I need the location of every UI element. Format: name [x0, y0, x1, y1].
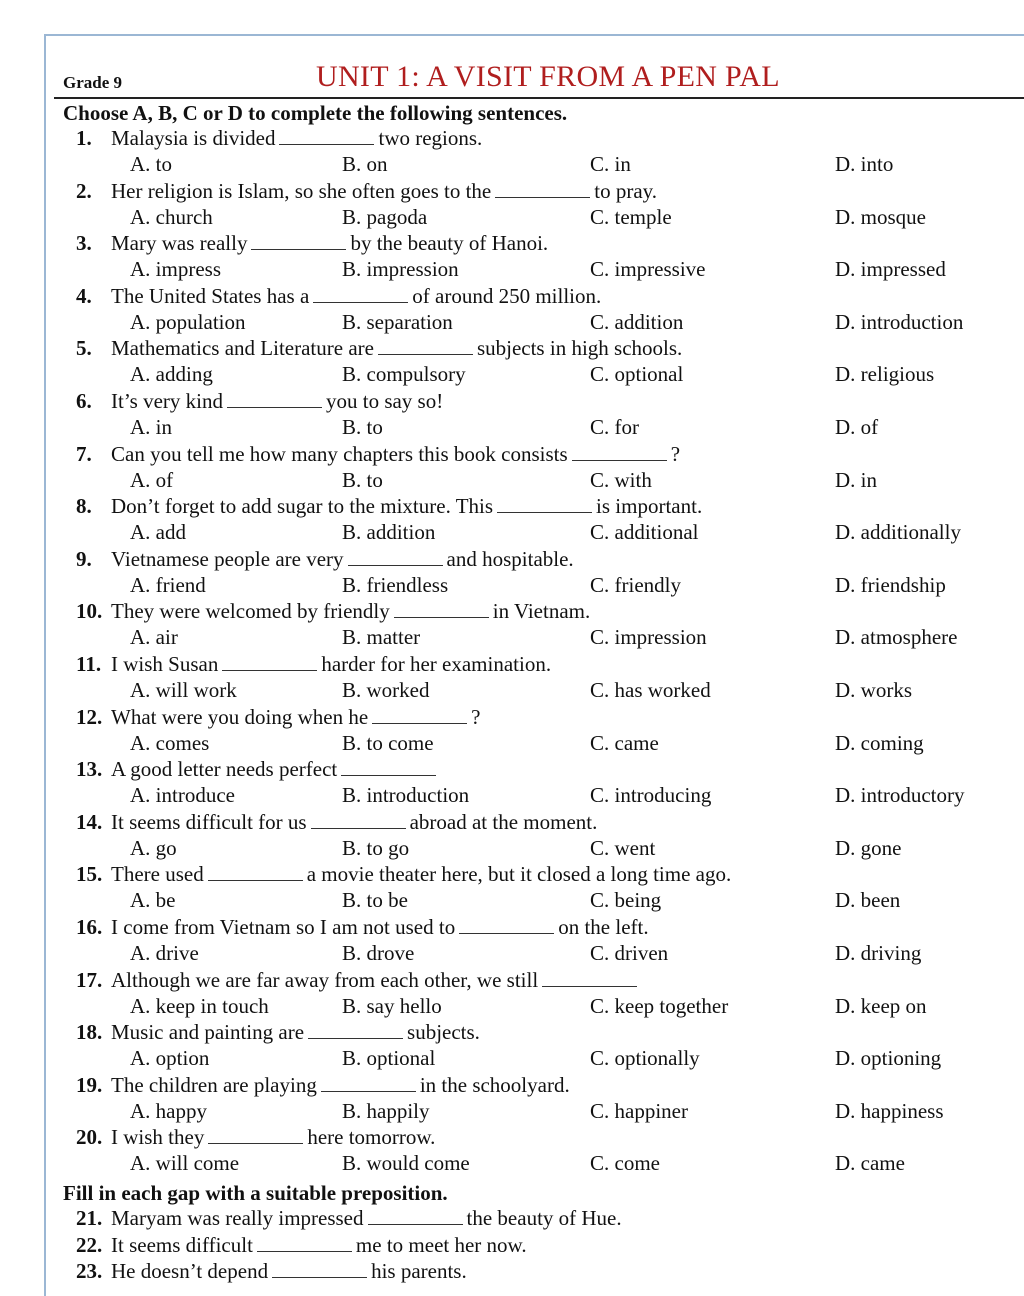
answer-option: B. impression	[342, 257, 459, 282]
question-number: 6.	[76, 388, 92, 413]
answer-option: B. to go	[342, 835, 410, 860]
question-number: 11.	[76, 651, 102, 676]
question-number: 8.	[76, 494, 92, 519]
question-text-after: subjects in high schools.	[476, 336, 683, 361]
question-text-before: It seems difficult	[111, 1232, 253, 1257]
answer-option: C. for	[590, 414, 639, 439]
question-text-after: in the schoolyard.	[419, 1072, 570, 1097]
answer-option: B. drove	[342, 940, 415, 965]
question-text	[111, 599, 590, 624]
question-text	[111, 1020, 480, 1045]
question-number: 15.	[76, 862, 103, 887]
answer-option: B. matter	[342, 625, 421, 650]
answer-option: A. air	[130, 625, 178, 650]
answer-option: D. of	[835, 414, 879, 439]
answer-option: B. to	[342, 414, 383, 439]
question-text-after: on the left.	[558, 914, 649, 939]
question-number: 21.	[76, 1206, 103, 1230]
question-item	[46, 705, 1024, 758]
answer-option: C. driven	[590, 940, 669, 965]
question-text-before: They were welcomed by friendly	[111, 599, 390, 624]
answer-option: C. temple	[590, 204, 672, 229]
question-number: 10.	[76, 599, 103, 624]
answer-option: B. on	[342, 152, 388, 176]
question-number: 3.	[76, 231, 92, 256]
question-item	[46, 968, 1024, 1021]
answer-option: B. introduction	[342, 783, 470, 808]
question-text-before: He doesn’t depend	[111, 1259, 269, 1283]
question-text-before: Mathematics and Literature are	[111, 336, 374, 361]
question-text	[111, 1259, 467, 1284]
question-text-after: a movie theater here, but it closed a long time ago.	[306, 862, 732, 887]
answer-option: D. religious	[835, 362, 935, 387]
answer-option: A. go	[130, 835, 177, 860]
grade-label: Grade 9	[63, 73, 123, 92]
answer-option: D. introduction	[835, 309, 964, 334]
question-text-before: Although we are far away from each other, we still	[111, 967, 539, 992]
answer-blank	[227, 389, 322, 408]
answer-option: A. will come	[130, 1151, 240, 1176]
question-text-before: Maryam was really impressed	[111, 1206, 364, 1230]
answer-blank	[313, 284, 408, 303]
question-text	[111, 705, 481, 730]
question-text-after: to pray.	[594, 178, 658, 203]
answer-option: A. keep in touch	[130, 993, 269, 1018]
question-text-before: I wish they	[111, 1125, 205, 1150]
section-1-instruction: Choose A, B, C or D to complete the following sentences.	[63, 101, 568, 125]
answer-option: C. came	[590, 730, 659, 755]
question-text-before: Mary was really	[111, 231, 248, 256]
question-item	[46, 757, 1024, 810]
question-text-before: I come from Vietnam so I am not used to	[111, 914, 456, 939]
question-text-before: Vietnamese people are very	[111, 546, 344, 571]
question-number: 13.	[76, 757, 103, 782]
answer-blank	[311, 810, 406, 829]
question-text-before: Her religion is Islam, so she often goes to the	[111, 178, 492, 203]
answer-blank	[279, 126, 374, 145]
question-number: 2.	[76, 178, 92, 203]
answer-option: D. keep on	[835, 993, 927, 1018]
question-item	[46, 126, 1024, 179]
question-text-after: is important.	[596, 494, 703, 519]
question-text-after: abroad at the moment.	[409, 809, 598, 834]
fill-in-item	[46, 1259, 1024, 1286]
question-text-after: of around 250 million.	[412, 283, 602, 308]
answer-option: D. came	[835, 1151, 905, 1176]
answer-blank	[222, 652, 317, 671]
answer-option: B. addition	[342, 520, 436, 545]
question-text	[111, 915, 649, 940]
answer-blank	[208, 1125, 303, 1144]
answer-option: A. comes	[130, 730, 210, 755]
question-text	[111, 547, 574, 572]
answer-option: C. went	[590, 835, 656, 860]
answer-blank	[495, 179, 590, 198]
question-number: 12.	[76, 704, 103, 729]
question-number: 7.	[76, 441, 92, 466]
question-item	[46, 810, 1024, 863]
question-text-before: Don’t forget to add sugar to the mixture. This	[111, 494, 494, 519]
answer-option: A. of	[130, 467, 174, 492]
question-text	[111, 442, 680, 467]
answer-option: C. happiner	[590, 1098, 688, 1123]
question-text-before: It’s very kind	[111, 388, 223, 413]
question-text-after: subjects.	[407, 1020, 480, 1045]
question-text	[111, 284, 601, 309]
header-divider	[54, 97, 1024, 99]
question-item	[46, 862, 1024, 915]
answer-option: D. driving	[835, 940, 922, 965]
answer-option: B. say hello	[342, 993, 442, 1018]
answer-option: D. mosque	[835, 204, 926, 229]
question-item	[46, 1073, 1024, 1126]
answer-option: D. works	[835, 677, 912, 702]
answer-option: B. pagoda	[342, 204, 428, 229]
question-text-before: There used	[111, 862, 204, 887]
answer-option: C. has worked	[590, 677, 711, 702]
question-item	[46, 1125, 1024, 1178]
answer-blank	[372, 705, 467, 724]
question-number: 4.	[76, 283, 92, 308]
question-item	[46, 336, 1024, 389]
answer-option: B. to be	[342, 888, 408, 913]
answer-option: C. keep together	[590, 993, 729, 1018]
question-text	[111, 810, 597, 835]
answer-option: B. separation	[342, 309, 453, 334]
question-number: 14.	[76, 809, 103, 834]
answer-option: D. atmosphere	[835, 625, 958, 650]
answer-option: D. into	[835, 152, 894, 176]
answer-option: B. to	[342, 467, 383, 492]
answer-option: D. impressed	[835, 257, 946, 282]
question-text	[111, 968, 641, 993]
question-text-before: The United States has a	[111, 283, 310, 308]
question-item	[46, 442, 1024, 495]
answer-option: B. optional	[342, 1046, 436, 1071]
answer-option: C. friendly	[590, 572, 681, 597]
question-text	[111, 1233, 527, 1258]
question-number: 9.	[76, 546, 92, 571]
question-text-before: The children are playing	[111, 1072, 317, 1097]
question-text-before: Can you tell me how many chapters this book consists	[111, 441, 568, 466]
answer-blank	[321, 1073, 416, 1092]
question-number: 22.	[76, 1232, 103, 1257]
answer-option: B. compulsory	[342, 362, 466, 387]
answer-option: D. introductory	[835, 783, 965, 808]
question-text-after: the beauty of Hue.	[466, 1206, 622, 1230]
answer-blank	[272, 1259, 367, 1278]
answer-blank	[378, 336, 473, 355]
question-text-before: A good letter needs perfect	[111, 757, 338, 782]
answer-option: B. worked	[342, 677, 430, 702]
question-text-before: It seems difficult for us	[111, 809, 307, 834]
answer-option: D. in	[835, 467, 877, 492]
answer-option: D. coming	[835, 730, 924, 755]
question-text	[111, 126, 482, 151]
answer-option: D. friendship	[835, 572, 946, 597]
answer-option: A. drive	[130, 940, 199, 965]
question-text	[111, 1073, 570, 1098]
answer-blank	[308, 1020, 403, 1039]
answer-option: A. introduce	[130, 783, 235, 808]
answer-option: D. happiness	[835, 1098, 944, 1123]
answer-option: A. friend	[130, 572, 206, 597]
answer-option: A. add	[130, 520, 186, 545]
question-item	[46, 652, 1024, 705]
answer-blank	[348, 547, 443, 566]
answer-option: B. friendless	[342, 572, 449, 597]
answer-option: A. impress	[130, 257, 221, 282]
answer-blank	[572, 442, 667, 461]
answer-blank	[459, 915, 554, 934]
answer-option: A. population	[130, 309, 246, 334]
answer-option: C. with	[590, 467, 652, 492]
answer-option: A. be	[130, 888, 176, 913]
answer-option: A. to	[130, 152, 172, 176]
answer-blank	[368, 1206, 463, 1225]
answer-option: A. will work	[130, 677, 237, 702]
question-item	[46, 547, 1024, 600]
answer-option: B. happily	[342, 1098, 430, 1123]
question-item	[46, 915, 1024, 968]
answer-option: D. additionally	[835, 520, 961, 545]
question-text	[111, 389, 443, 414]
answer-blank	[497, 494, 592, 513]
question-number: 19.	[76, 1072, 103, 1097]
question-text	[111, 652, 551, 677]
answer-option: A. in	[130, 414, 172, 439]
answer-option: C. introducing	[590, 783, 712, 808]
question-number: 1.	[76, 126, 92, 150]
question-text-after: by the beauty of Hanoi.	[350, 231, 549, 256]
answer-option: C. impressive	[590, 257, 706, 282]
question-text	[111, 1125, 435, 1150]
fill-in-item	[46, 1206, 1024, 1233]
answer-option: C. impression	[590, 625, 707, 650]
answer-blank	[251, 231, 346, 250]
question-item	[46, 389, 1024, 442]
answer-option: A. option	[130, 1046, 210, 1071]
answer-option: C. additional	[590, 520, 699, 545]
question-number: 23.	[76, 1259, 103, 1283]
question-item	[46, 494, 1024, 547]
question-text-after: his parents.	[371, 1259, 467, 1283]
question-number: 5.	[76, 336, 92, 361]
question-text-before: What were you doing when he	[111, 704, 369, 729]
worksheet-page	[44, 34, 1024, 1296]
question-item	[46, 1020, 1024, 1073]
question-text	[111, 336, 682, 361]
answer-option: A. church	[130, 204, 213, 229]
question-item	[46, 231, 1024, 284]
answer-option: C. in	[590, 152, 631, 176]
question-item	[46, 284, 1024, 337]
answer-option: C. come	[590, 1151, 660, 1176]
answer-option: C. optionally	[590, 1046, 700, 1071]
question-text	[111, 862, 731, 887]
answer-option: D. been	[835, 888, 901, 913]
answer-option: D. optioning	[835, 1046, 942, 1071]
question-text-after: and hospitable.	[446, 546, 574, 571]
answer-option: C. addition	[590, 309, 684, 334]
question-number: 18.	[76, 1020, 103, 1045]
question-number: 20.	[76, 1125, 103, 1150]
question-text	[111, 1206, 622, 1231]
question-text	[111, 757, 440, 782]
question-text	[111, 179, 657, 204]
fill-in-item	[46, 1233, 1024, 1260]
question-text-after: in Vietnam.	[492, 599, 591, 624]
fill-in-list	[46, 1206, 1024, 1286]
answer-option: B. to come	[342, 730, 434, 755]
question-text-before: Malaysia is divided	[111, 126, 276, 150]
answer-blank	[257, 1233, 352, 1252]
answer-option: D. gone	[835, 835, 902, 860]
answer-option: A. adding	[130, 362, 213, 387]
question-text-after: ?	[471, 704, 481, 729]
answer-option: C. being	[590, 888, 662, 913]
question-text	[111, 494, 702, 519]
question-text-after: here tomorrow.	[307, 1125, 436, 1150]
page-title: UNIT 1: A VISIT FROM A PEN PAL	[316, 60, 780, 93]
section-2-instruction: Fill in each gap with a suitable preposition.	[63, 1181, 448, 1205]
question-text-after: you to say so!	[325, 388, 444, 413]
answer-option: C. optional	[590, 362, 684, 387]
question-text	[111, 231, 548, 256]
question-text-after: two regions.	[378, 126, 483, 150]
question-text-after: me to meet her now.	[355, 1232, 527, 1257]
answer-blank	[208, 862, 303, 881]
question-text-before: I wish Susan	[111, 651, 219, 676]
answer-blank	[341, 757, 436, 776]
question-number: 17.	[76, 967, 103, 992]
question-item	[46, 179, 1024, 232]
question-text-after: harder for her examination.	[321, 651, 552, 676]
answer-blank	[394, 599, 489, 618]
worksheet-header	[46, 36, 1024, 98]
question-text-after: ?	[670, 441, 681, 466]
answer-blank	[542, 968, 637, 987]
question-list	[46, 126, 1024, 1178]
answer-option: B. would come	[342, 1151, 470, 1176]
question-item	[46, 599, 1024, 652]
answer-option: A. happy	[130, 1098, 207, 1123]
question-text-before: Music and painting are	[111, 1020, 305, 1045]
question-number: 16.	[76, 914, 103, 939]
